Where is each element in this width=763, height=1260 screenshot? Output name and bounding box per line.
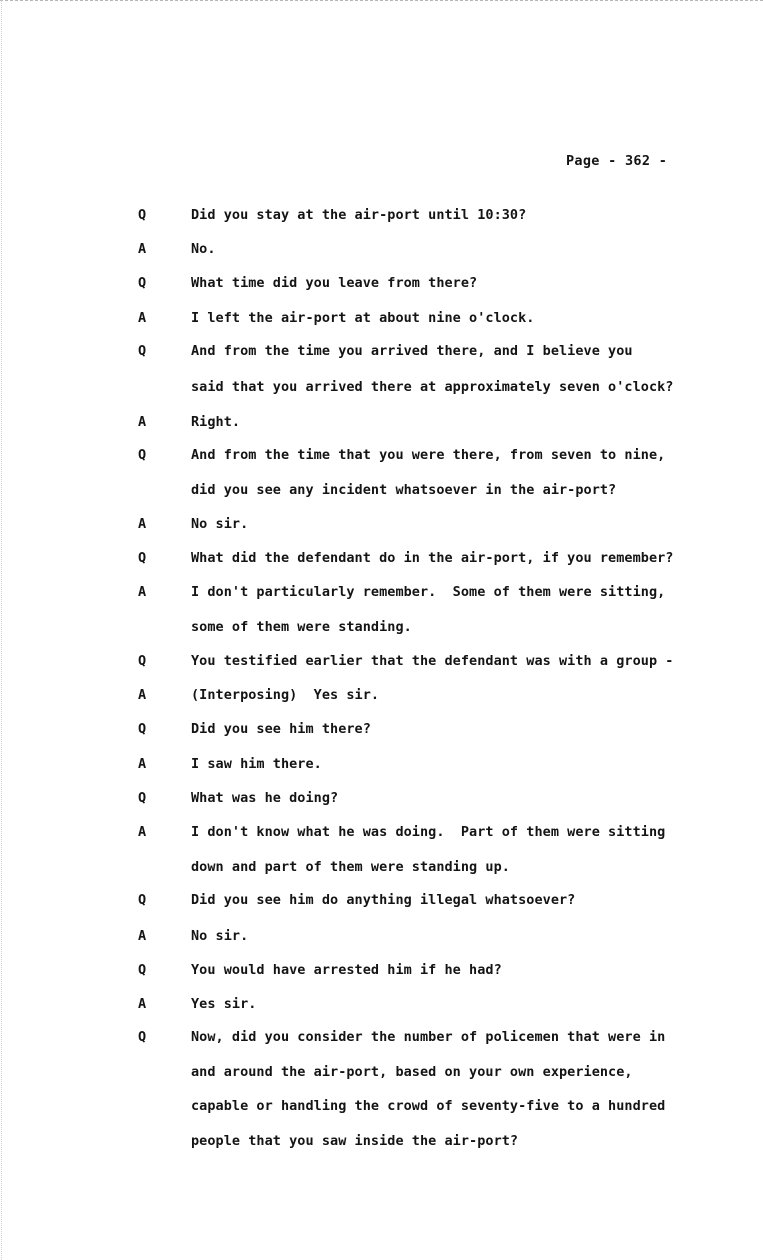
line-text: Did you see him there? (191, 721, 371, 737)
transcript-line (0, 790, 763, 812)
speaker-label: A (138, 241, 147, 257)
speaker-label: Q (138, 343, 147, 359)
transcript-line (0, 1029, 763, 1051)
transcript-line (0, 379, 763, 401)
transcript-line (0, 584, 763, 606)
line-text: And from the time that you were there, from seven to nine, (191, 447, 666, 463)
transcript-line (0, 550, 763, 572)
line-text: I left the air-port at about nine o'clock. (191, 310, 535, 326)
speaker-label: Q (138, 275, 147, 291)
line-text: Did you see him do anything illegal whatsoever? (191, 892, 576, 908)
transcript-line (0, 1098, 763, 1120)
line-text: (Interposing) Yes sir. (191, 687, 380, 703)
transcript-line (0, 1133, 763, 1155)
line-text: did you see any incident whatsoever in the air-port? (191, 482, 617, 498)
transcript-line (0, 275, 763, 297)
transcript-line (0, 996, 763, 1018)
speaker-label: A (138, 310, 147, 326)
line-text: No. (191, 241, 216, 257)
transcript-line (0, 756, 763, 778)
line-text: You would have arrested him if he had? (191, 962, 502, 978)
transcript-line (0, 1064, 763, 1086)
transcript-line (0, 653, 763, 675)
line-text: people that you saw inside the air-port? (191, 1133, 519, 1149)
transcript-line (0, 516, 763, 538)
line-text: What did the defendant do in the air-port, if you remember? (191, 550, 674, 566)
line-text: capable or handling the crowd of seventy-five to a hundred (191, 1098, 666, 1114)
transcript-line (0, 207, 763, 229)
speaker-label: Q (138, 653, 147, 669)
page-number: Page - 362 - (566, 153, 668, 169)
speaker-label: A (138, 516, 147, 532)
line-text: No sir. (191, 516, 249, 532)
speaker-label: A (138, 584, 147, 600)
transcript-line (0, 721, 763, 743)
speaker-label: Q (138, 207, 147, 223)
transcript-line (0, 892, 763, 914)
speaker-label: Q (138, 1029, 147, 1045)
line-text: You testified earlier that the defendant was with a group - (191, 653, 674, 669)
speaker-label: Q (138, 790, 147, 806)
speaker-label: A (138, 996, 147, 1012)
line-text: And from the time you arrived there, and I believe you (191, 343, 633, 359)
line-text: I don't particularly remember. Some of them were sitting, (191, 584, 666, 600)
line-text: down and part of them were standing up. (191, 859, 510, 875)
transcript-line (0, 928, 763, 950)
line-text: Yes sir. (191, 996, 257, 1012)
speaker-label: Q (138, 962, 147, 978)
speaker-label: A (138, 687, 147, 703)
line-text: I don't know what he was doing. Part of them were sitting (191, 824, 666, 840)
line-text: Right. (191, 414, 241, 430)
line-text: Did you stay at the air-port until 10:30? (191, 207, 527, 223)
line-text: What was he doing? (191, 790, 339, 806)
line-text: What time did you leave from there? (191, 275, 478, 291)
transcript-line (0, 414, 763, 436)
transcript-line (0, 962, 763, 984)
line-text: said that you arrived there at approximately seven o'clock? (191, 379, 674, 395)
speaker-label: Q (138, 550, 147, 566)
transcript-line (0, 619, 763, 641)
top-edge-rule (0, 0, 763, 4)
speaker-label: Q (138, 721, 147, 737)
transcript-line (0, 824, 763, 846)
line-text: and around the air-port, based on your own experience, (191, 1064, 633, 1080)
speaker-label: A (138, 824, 147, 840)
line-text: Now, did you consider the number of policemen that were in (191, 1029, 666, 1045)
transcript-line (0, 482, 763, 504)
transcript-line (0, 310, 763, 332)
line-text: No sir. (191, 928, 249, 944)
transcript-line (0, 343, 763, 365)
transcript-line (0, 687, 763, 709)
speaker-label: A (138, 414, 147, 430)
transcript-line (0, 241, 763, 263)
transcript-line (0, 859, 763, 881)
line-text: I saw him there. (191, 756, 322, 772)
speaker-label: Q (138, 892, 147, 908)
speaker-label: A (138, 756, 147, 772)
line-text: some of them were standing. (191, 619, 412, 635)
speaker-label: A (138, 928, 147, 944)
transcript-line (0, 447, 763, 469)
speaker-label: Q (138, 447, 147, 463)
